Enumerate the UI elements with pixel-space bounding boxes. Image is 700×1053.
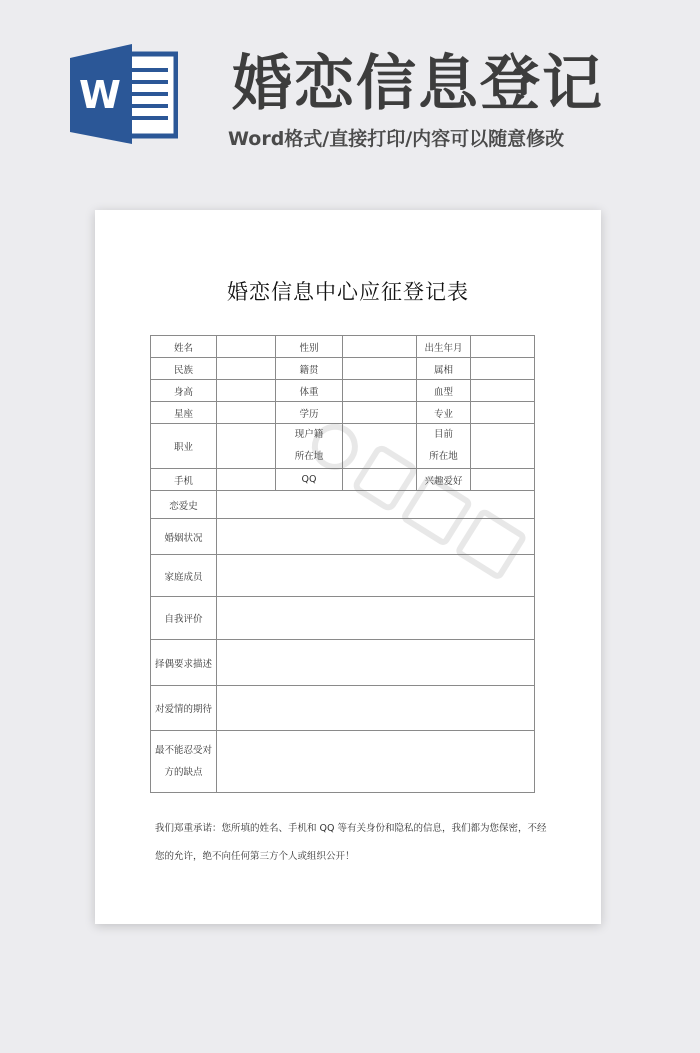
value-family-members[interactable] <box>217 555 535 597</box>
value-ethnicity[interactable] <box>217 358 276 380</box>
value-height[interactable] <box>217 380 276 402</box>
value-native-place[interactable] <box>343 358 417 380</box>
value-name[interactable] <box>217 336 276 358</box>
value-spouse-requirements[interactable] <box>217 640 535 686</box>
document-page <box>95 210 601 924</box>
value-marital-status[interactable] <box>217 519 535 555</box>
logo-letter: W <box>79 73 121 117</box>
value-qq[interactable] <box>343 469 417 491</box>
label-native-place: 籍贯 <box>276 358 343 380</box>
label-blood-type: 血型 <box>417 380 471 402</box>
value-major[interactable] <box>471 402 535 424</box>
form-title: 婚恋信息中心应征登记表 <box>227 280 469 304</box>
label-zodiac: 属相 <box>417 358 471 380</box>
label-name: 姓名 <box>151 336 217 358</box>
label-constellation: 星座 <box>151 402 217 424</box>
label-hukou-location: 现户籍 所在地 <box>276 424 343 469</box>
value-love-expectation[interactable] <box>217 686 535 731</box>
value-intolerable-flaws[interactable] <box>217 731 535 793</box>
table-row <box>151 640 535 686</box>
label-qq: QQ <box>276 469 343 491</box>
table-row <box>151 686 535 731</box>
label-self-evaluation: 自我评价 <box>151 597 217 640</box>
value-gender[interactable] <box>343 336 417 358</box>
privacy-note-line-2: 您的允许，绝不向任何第三方个人或组织公开！ <box>155 851 355 862</box>
value-education[interactable] <box>343 402 417 424</box>
label-major: 专业 <box>417 402 471 424</box>
table-row <box>151 424 535 469</box>
label-love-history: 恋爱史 <box>151 491 217 519</box>
value-constellation[interactable] <box>217 402 276 424</box>
value-mobile[interactable] <box>217 469 276 491</box>
table-row <box>151 402 535 424</box>
label-weight: 体重 <box>276 380 343 402</box>
label-height: 身高 <box>151 380 217 402</box>
value-current-location[interactable] <box>471 424 535 469</box>
value-weight[interactable] <box>343 380 417 402</box>
label-mobile: 手机 <box>151 469 217 491</box>
table-row <box>151 597 535 640</box>
value-birth[interactable] <box>471 336 535 358</box>
table-row <box>151 519 535 555</box>
value-blood-type[interactable] <box>471 380 535 402</box>
word-logo-icon <box>70 44 178 144</box>
label-gender: 性别 <box>276 336 343 358</box>
table-row <box>151 380 535 402</box>
privacy-note-line-1: 我们郑重承诺：您所填的姓名、手机和 QQ 等有关身份和隐私的信息，我们都为您保密，不经 <box>155 823 547 834</box>
table-row <box>151 731 535 793</box>
label-ethnicity: 民族 <box>151 358 217 380</box>
label-education: 学历 <box>276 402 343 424</box>
registration-table <box>150 335 535 793</box>
value-occupation[interactable] <box>217 424 276 469</box>
privacy-note <box>155 815 555 871</box>
banner-subtitle: Word格式/直接打印/内容可以随意修改 <box>228 128 565 150</box>
label-current-location: 目前 所在地 <box>417 424 471 469</box>
value-hukou-location[interactable] <box>343 424 417 469</box>
table-row <box>151 336 535 358</box>
label-marital-status: 婚姻状况 <box>151 519 217 555</box>
value-self-evaluation[interactable] <box>217 597 535 640</box>
label-family-members: 家庭成员 <box>151 555 217 597</box>
label-hobbies: 兴趣爱好 <box>417 469 471 491</box>
value-zodiac[interactable] <box>471 358 535 380</box>
table-row <box>151 469 535 491</box>
value-hobbies[interactable] <box>471 469 535 491</box>
label-love-expectation: 对爱情的期待 <box>151 686 217 731</box>
table-row <box>151 555 535 597</box>
label-occupation: 职业 <box>151 424 217 469</box>
value-love-history[interactable] <box>217 491 535 519</box>
table-row <box>151 358 535 380</box>
banner-title: 婚恋信息登记 <box>232 49 604 119</box>
label-intolerable-flaws: 最不能忍受对 方的缺点 <box>151 731 217 793</box>
table-row <box>151 491 535 519</box>
label-birth: 出生年月 <box>417 336 471 358</box>
label-spouse-requirements: 择偶要求描述 <box>151 640 217 686</box>
